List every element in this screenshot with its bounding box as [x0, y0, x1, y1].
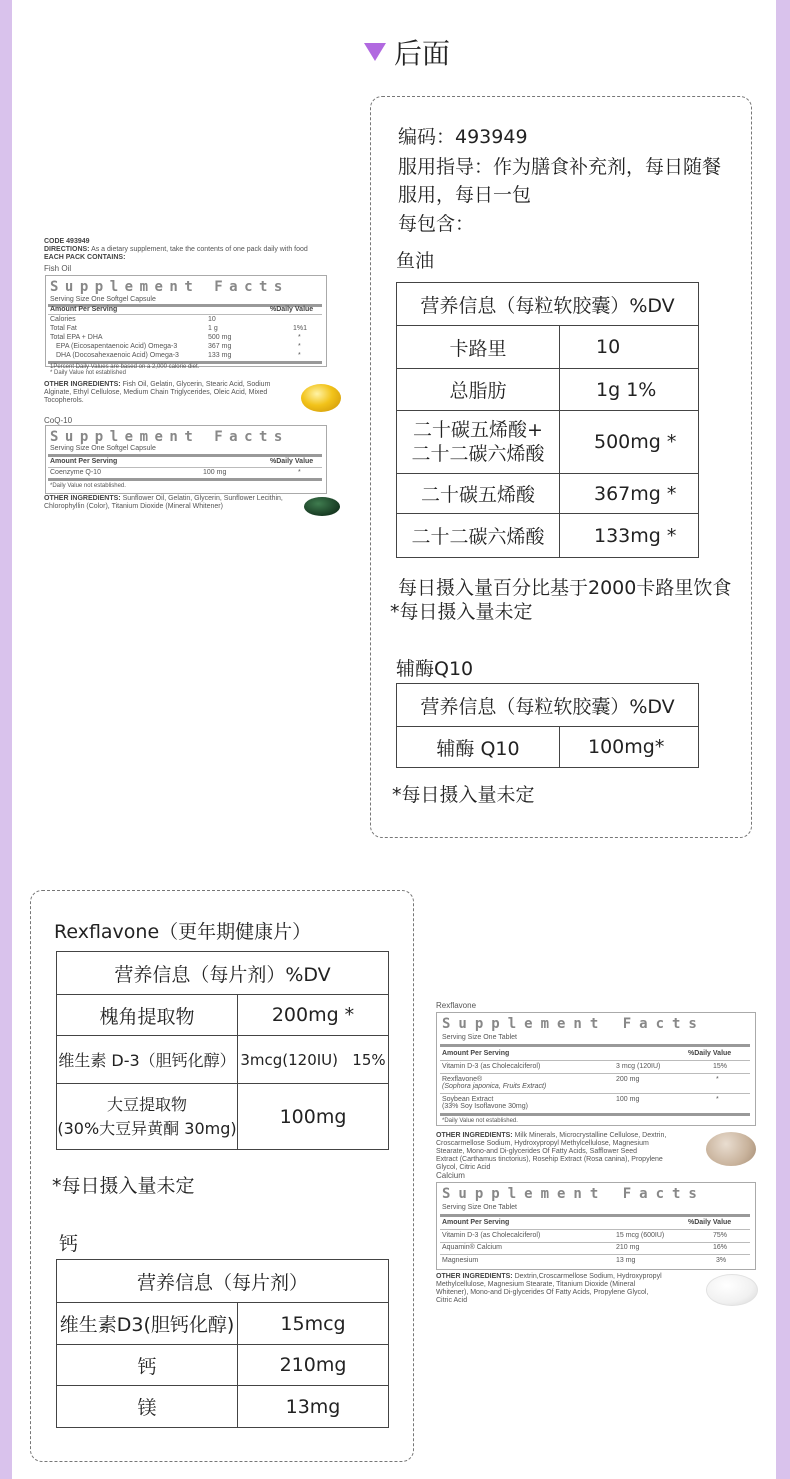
table-cell-name: 维生素 D-3（胆钙化醇） — [57, 1036, 238, 1084]
calcium-row-name: Vitamin D-3 (as Cholecalciferol) — [442, 1232, 541, 1239]
fish-row-amount: 10 — [208, 316, 216, 323]
coq-label: CoQ-10 — [44, 416, 73, 425]
table-cell-value: 100mg* — [560, 727, 699, 768]
rex-other-ingredients: OTHER INGREDIENTS: Milk Minerals, Microcrystalline Cellulose, Dextrin, — [436, 1132, 667, 1139]
fish-amount-header: Amount Per Serving — [50, 306, 118, 313]
fish-row-amount: 133 mg — [208, 352, 232, 359]
code-line: CODE 493949 — [44, 238, 90, 245]
calcium-other-line: Whitener), Mono-and Di-glycerides Of Fatty Acids, Propylene Glycol, — [436, 1289, 649, 1296]
rex-row-name: (33% Soy Isoflavone 30mg) — [442, 1103, 528, 1110]
fish-row-name: Total Fat — [50, 325, 77, 332]
note-text: 每日摄入量百分比基于2000卡路里饮食 — [398, 577, 732, 599]
fish-row-amount: 500 mg — [208, 334, 232, 341]
calcium-row-amount: 210 mg — [616, 1244, 640, 1251]
calcium-dv-header: %Daily Value — [688, 1219, 732, 1226]
fish-row-dv: * — [298, 352, 301, 359]
rex-serving-size: Serving Size One Tablet — [442, 1034, 517, 1041]
table-cell-name: 辅酶 Q10 — [397, 727, 560, 768]
fish-other-ingredients: OTHER INGREDIENTS: Fish Oil, Gelatin, Glycerin, Stearic Acid, Sodium — [44, 381, 271, 388]
triangle-icon — [364, 43, 386, 61]
rex-row-name: Rexflavone® — [442, 1076, 483, 1083]
coq-dv-header: %Daily Value — [270, 458, 314, 465]
fish-oil-label-image — [28, 218, 368, 538]
fish-row-dv: 1%1 — [293, 325, 308, 332]
fish-other-line: Tocopherols. — [44, 397, 84, 404]
calcium-row-amount: 13 mg — [616, 1257, 636, 1264]
coq-row-name: Coenzyme Q-10 — [50, 469, 101, 476]
table-cell-value: 500mg * — [560, 411, 699, 474]
fish-serving-size: Serving Size One Softgel Capsule — [50, 296, 156, 303]
fish-facts-title: Supplement Facts — [50, 279, 289, 295]
table-cell-value: 10 — [560, 326, 699, 369]
table-cell-name: 镁 — [57, 1386, 238, 1428]
note-text: *每日摄入量未定 — [390, 601, 533, 623]
table-cell-name: 二十碳五烯酸+ 二十二碳六烯酸 — [397, 411, 560, 474]
fish-row-name: EPA (Eicosapentaenoic Acid) Omega-3 — [56, 343, 178, 350]
coq-row-dv: * — [298, 469, 301, 476]
table-cell-value: 210mg — [238, 1345, 389, 1386]
table-cell-name: 二十碳五烯酸 — [397, 474, 560, 514]
table-header: 营养信息（每粒软胶囊）%DV — [397, 684, 699, 727]
fish-oil-heading: 鱼油 — [396, 250, 435, 272]
fish-row-name: Total EPA + DHA — [50, 334, 103, 341]
calcium-label: Calcium — [436, 1171, 465, 1180]
rex-footnote: *Daily Value not established. — [442, 1118, 518, 1124]
fish-row-dv: * — [298, 334, 301, 341]
code-text: 编码：493949 — [398, 126, 528, 148]
rex-other-line: Glycol, Citric Acid — [436, 1164, 491, 1171]
contains-text: 每包含： — [398, 213, 475, 235]
direction-text: 服用，每日一包 — [398, 184, 532, 206]
rexflavone-tablet-image — [706, 1132, 756, 1166]
calcium-row-dv: 16% — [713, 1244, 728, 1251]
fish-oil-label: Fish Oil — [44, 264, 72, 273]
rex-row-amount: 200 mg — [616, 1076, 640, 1083]
calcium-row-name: Magnesium — [442, 1257, 479, 1264]
calcium-tablet-image — [706, 1274, 758, 1306]
rex-row-dv: * — [716, 1076, 719, 1083]
section-header — [364, 32, 450, 72]
rex-row-dv: * — [716, 1096, 719, 1103]
calcium-facts-title: Supplement Facts — [442, 1186, 705, 1202]
note-text: *每日摄入量未定 — [392, 784, 535, 806]
coq10-heading: 辅酶Q10 — [396, 658, 474, 680]
fish-row-name: Calories — [50, 316, 76, 323]
rex-other-line: Croscarmellose Sodium, Hydroxypropyl Methylcellulose, Magnesium — [436, 1140, 649, 1147]
rex-row-amount: 3 mcg (120IU) — [616, 1063, 661, 1070]
rexflavone-heading: Rexflavone（更年期健康片） — [54, 921, 312, 943]
directions-line: DIRECTIONS: As a dietary supplement, take the contents of one pack daily with food — [44, 246, 308, 253]
rex-other-line: Extract (Carthamus tinctorius), Rosehip Extract (Rosa canina), Propylene — [436, 1156, 663, 1163]
fish-oil-softgel-image — [301, 384, 341, 412]
coq-amount-header: Amount Per Serving — [50, 458, 118, 465]
calcium-amount-header: Amount Per Serving — [442, 1219, 510, 1226]
table-cell-value: 133mg * — [560, 514, 699, 558]
calcium-heading: 钙 — [59, 1233, 79, 1255]
rexflavone-label: Rexflavone — [436, 1001, 477, 1010]
calcium-row-dv: 75% — [713, 1232, 728, 1239]
coq-facts-title: Supplement Facts — [50, 429, 289, 445]
note-text: *每日摄入量未定 — [52, 1175, 195, 1197]
fish-row-dv: * — [298, 343, 301, 350]
calcium-other-line: Citric Acid — [436, 1297, 468, 1304]
fish-oil-table — [396, 282, 699, 558]
rex-row-name: Vitamin D-3 (as Cholecalciferol) — [442, 1063, 541, 1070]
table-header: 营养信息（每片剂）%DV — [57, 952, 389, 995]
rex-row-name: (Sophora japonica, Fruits Extract) — [442, 1083, 547, 1090]
table-cell-name: 钙 — [57, 1345, 238, 1386]
coq-other-ingredients: OTHER INGREDIENTS: Sunflower Oil, Gelatin, Glycerin, Sunflower Lecithin, — [44, 495, 283, 502]
calcium-serving-size: Serving Size One Tablet — [442, 1204, 517, 1211]
table-cell-name: 二十二碳六烯酸 — [397, 514, 560, 558]
calcium-row-amount: 15 mcg (600IU) — [616, 1232, 665, 1239]
calcium-other-line: Methylcellulose, Magnesium Stearate, Titanium Dioxide (Mineral — [436, 1281, 636, 1288]
direction-text: 服用指导：作为膳食补充剂，每日随餐 — [398, 156, 722, 178]
coq-other-line: Chlorophyllin (Color), Titanium Dioxide (Mineral Whitener) — [44, 503, 223, 510]
coq10-table — [396, 683, 699, 768]
rex-other-line: Stearate, Mono-and Di-glycerides Of Fatty Acids, Safflower Seed — [436, 1148, 638, 1155]
table-header: 营养信息（每片剂） — [57, 1260, 389, 1303]
rex-facts-title: Supplement Facts — [442, 1016, 705, 1032]
fish-row-amount: 367 mg — [208, 343, 232, 350]
calcium-other-ingredients: OTHER INGREDIENTS: Dextrin,Croscarmellose Sodium, Hydroxypropyl — [436, 1273, 662, 1280]
table-cell-name: 卡路里 — [397, 326, 560, 369]
table-cell-value: 100mg — [238, 1084, 389, 1150]
page — [12, 0, 776, 1479]
table-cell-value: 1g 1% — [560, 369, 699, 411]
table-cell-value: 367mg * — [560, 474, 699, 514]
table-cell-value: 15mcg — [238, 1303, 389, 1345]
fish-footnote: * Daily Value not established — [50, 370, 126, 376]
table-header: 营养信息（每粒软胶囊）%DV — [397, 283, 699, 326]
rexflavone-label-image — [422, 994, 764, 1312]
calcium-table — [56, 1259, 389, 1428]
rex-amount-header: Amount Per Serving — [442, 1050, 510, 1057]
rex-dv-header: %Daily Value — [688, 1050, 732, 1057]
rex-row-name: Soybean Extract — [442, 1096, 494, 1103]
table-cell-name: 总脂肪 — [397, 369, 560, 411]
table-cell-value: 200mg * — [238, 995, 389, 1036]
fish-row-name: DHA (Docosahexaenoic Acid) Omega-3 — [56, 352, 179, 359]
coq-serving-size: Serving Size One Softgel Capsule — [50, 445, 156, 452]
rexflavone-table — [56, 951, 389, 1150]
coq-footnote: *Daily Value not established. — [50, 483, 126, 489]
each-pack-line: EACH PACK CONTAINS: — [44, 254, 126, 261]
rex-row-dv: 15% — [713, 1063, 728, 1070]
table-cell-name: 维生素D3(胆钙化醇) — [57, 1303, 238, 1345]
calcium-row-name: Aquamin® Calcium — [442, 1244, 503, 1251]
fish-footnote: 1Percent Daily Values are based on a 2,000 calorie diet. — [50, 364, 200, 370]
coq10-softgel-image — [304, 497, 340, 516]
fish-dv-header: %Daily Value — [270, 306, 314, 313]
table-cell-value: 3mcg(120IU) 15% — [238, 1036, 389, 1084]
table-cell-name: 槐角提取物 — [57, 995, 238, 1036]
table-cell-value: 13mg — [238, 1386, 389, 1428]
fish-row-amount: 1 g — [208, 325, 218, 332]
table-cell-name: 大豆提取物 (30%大豆异黄酮 30mg) — [57, 1084, 238, 1150]
fish-other-line: Alginate, Ethyl Cellulose, Medium Chain Triglycerides, Oleic Acid, Mixed — [44, 389, 268, 396]
section-title: 后面 — [394, 37, 451, 70]
coq-row-amount: 100 mg — [203, 469, 227, 476]
rex-row-amount: 100 mg — [616, 1096, 640, 1103]
calcium-row-dv: 3% — [716, 1257, 727, 1264]
